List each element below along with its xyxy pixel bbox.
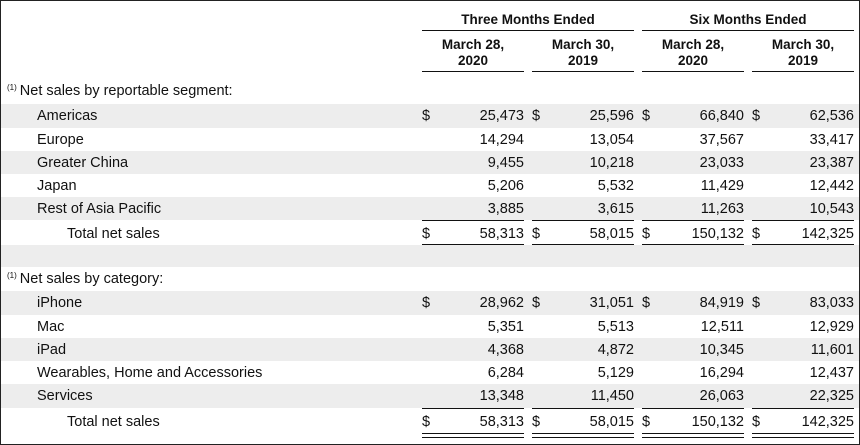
table-row	[1, 174, 859, 197]
currency-symbol: $	[752, 295, 761, 311]
table-row	[1, 361, 859, 384]
value-cell: 4,872	[597, 342, 634, 358]
total-value-cell: 58,015	[589, 226, 634, 242]
total-label: Total net sales	[67, 414, 160, 430]
column-header-4-line2: 2019	[787, 52, 819, 68]
value-cell: 37,567	[699, 132, 744, 148]
value-cell: 62,536	[809, 108, 854, 124]
total-label: Total net sales	[67, 226, 160, 242]
value-cell: 3,885	[487, 201, 524, 217]
table-row	[1, 291, 859, 315]
currency-symbol: $	[642, 226, 651, 242]
value-cell: 23,387	[809, 155, 854, 171]
segment-section-title-text: Net sales by reportable segment:	[19, 83, 233, 99]
currency-symbol: $	[752, 226, 761, 242]
row-label: Japan	[37, 178, 77, 194]
value-cell: 11,601	[810, 342, 854, 358]
row-label: Americas	[37, 108, 98, 124]
category-section-title-row	[1, 267, 859, 291]
value-cell: 5,129	[597, 365, 634, 381]
value-cell: 14,294	[479, 132, 524, 148]
total-top-rule	[752, 408, 854, 409]
value-cell: 10,543	[809, 201, 854, 217]
table-row	[1, 315, 859, 338]
currency-symbol: $	[532, 108, 541, 124]
value-cell: 16,294	[699, 365, 744, 381]
total-top-rule	[642, 220, 744, 221]
total-top-rule	[422, 220, 524, 221]
value-cell: 33,417	[809, 132, 854, 148]
segment-total-row	[1, 220, 859, 247]
six-months-underline	[642, 30, 854, 31]
value-cell: 84,919	[699, 295, 744, 311]
table-row	[1, 151, 859, 174]
column-header-3	[642, 37, 744, 69]
value-cell: 5,532	[597, 178, 634, 194]
total-double-rule	[422, 433, 524, 438]
total-top-rule	[752, 220, 854, 221]
value-cell: 83,033	[809, 295, 854, 311]
value-cell: 10,218	[589, 155, 634, 171]
value-cell: 13,348	[479, 388, 524, 404]
value-cell: 28,962	[479, 295, 524, 311]
total-value-cell: 58,313	[479, 226, 524, 242]
total-top-rule	[532, 408, 634, 409]
value-cell: 12,437	[809, 365, 854, 381]
currency-symbol: $	[422, 108, 431, 124]
row-label: Rest of Asia Pacific	[37, 201, 162, 217]
column-header-1-underline	[422, 71, 524, 72]
currency-symbol: $	[532, 295, 541, 311]
category-section-title-text: Net sales by category:	[19, 271, 164, 287]
table-row	[1, 384, 859, 408]
table-row	[1, 197, 859, 220]
column-header-3-underline	[642, 71, 744, 72]
currency-symbol: $	[752, 108, 761, 124]
value-cell: 25,596	[589, 108, 634, 124]
column-header-4	[752, 37, 854, 69]
value-cell: 26,063	[699, 388, 744, 404]
value-cell: 25,473	[479, 108, 524, 124]
total-value-cell: 150,132	[691, 226, 744, 242]
total-top-rule	[532, 220, 634, 221]
column-header-4-line1: March 30,	[771, 37, 835, 52]
table-row	[1, 128, 859, 151]
currency-symbol: $	[752, 414, 761, 430]
column-header-1-line2: 2020	[457, 52, 489, 68]
column-header-2-line1: March 30,	[551, 37, 615, 52]
column-header-1-line1: March 28,	[441, 37, 505, 52]
segment-section-title-row	[1, 79, 859, 103]
table-row	[1, 104, 859, 128]
value-cell: 22,325	[809, 388, 854, 404]
row-label: iPhone	[37, 295, 83, 311]
currency-symbol: $	[532, 414, 541, 430]
section-spacer	[1, 245, 859, 267]
row-label: Greater China	[37, 155, 129, 171]
total-value-cell: 150,132	[691, 414, 744, 430]
value-cell: 5,351	[487, 319, 524, 335]
total-top-rule	[642, 408, 744, 409]
total-value-cell: 142,325	[801, 226, 854, 242]
column-header-3-line2: 2020	[677, 52, 709, 68]
total-value-cell: 58,015	[589, 414, 634, 430]
row-label: Europe	[37, 132, 84, 148]
value-cell: 3,615	[597, 201, 634, 217]
table-row	[1, 338, 859, 361]
value-cell: 11,450	[590, 388, 634, 404]
category-footnote-marker: (1)	[7, 271, 17, 280]
value-cell: 31,051	[589, 295, 634, 311]
column-header-2-underline	[532, 71, 634, 72]
row-label: iPad	[37, 342, 67, 358]
value-cell: 10,345	[699, 342, 744, 358]
value-cell: 12,929	[809, 319, 854, 335]
value-cell: 12,511	[700, 319, 744, 335]
row-label: Services	[37, 388, 93, 404]
value-cell: 23,033	[699, 155, 744, 171]
value-cell: 11,263	[700, 201, 744, 217]
column-header-2-line2: 2019	[567, 52, 599, 68]
value-cell: 12,442	[809, 178, 854, 194]
six-months-header: Six Months Ended	[689, 12, 807, 27]
currency-symbol: $	[422, 414, 431, 430]
row-label: Wearables, Home and Accessories	[37, 365, 263, 381]
value-cell: 11,429	[700, 178, 744, 194]
value-cell: 5,513	[597, 319, 634, 335]
total-double-rule	[532, 433, 634, 438]
column-header-3-line1: March 28,	[661, 37, 725, 52]
value-cell: 4,368	[487, 342, 524, 358]
value-cell: 66,840	[699, 108, 744, 124]
total-double-rule	[752, 433, 854, 438]
total-top-rule	[422, 408, 524, 409]
currency-symbol: $	[642, 108, 651, 124]
value-cell: 6,284	[487, 365, 524, 381]
value-cell: 5,206	[487, 178, 524, 194]
row-label: Mac	[37, 319, 65, 335]
total-double-rule	[642, 433, 744, 438]
currency-symbol: $	[422, 226, 431, 242]
value-cell: 13,054	[589, 132, 634, 148]
category-total-row	[1, 408, 859, 438]
column-header-2	[532, 37, 634, 69]
total-value-cell: 142,325	[801, 414, 854, 430]
column-header-1	[422, 37, 524, 69]
currency-symbol: $	[532, 226, 541, 242]
column-header-4-underline	[752, 71, 854, 72]
category-section-title	[7, 271, 163, 287]
three-months-header: Three Months Ended	[461, 12, 595, 27]
currency-symbol: $	[422, 295, 431, 311]
currency-symbol: $	[642, 414, 651, 430]
total-value-cell: 58,313	[479, 414, 524, 430]
currency-symbol: $	[642, 295, 651, 311]
segment-section-title	[7, 83, 233, 99]
segment-footnote-marker: (1)	[7, 83, 17, 92]
three-months-underline	[422, 30, 634, 31]
value-cell: 9,455	[487, 155, 524, 171]
